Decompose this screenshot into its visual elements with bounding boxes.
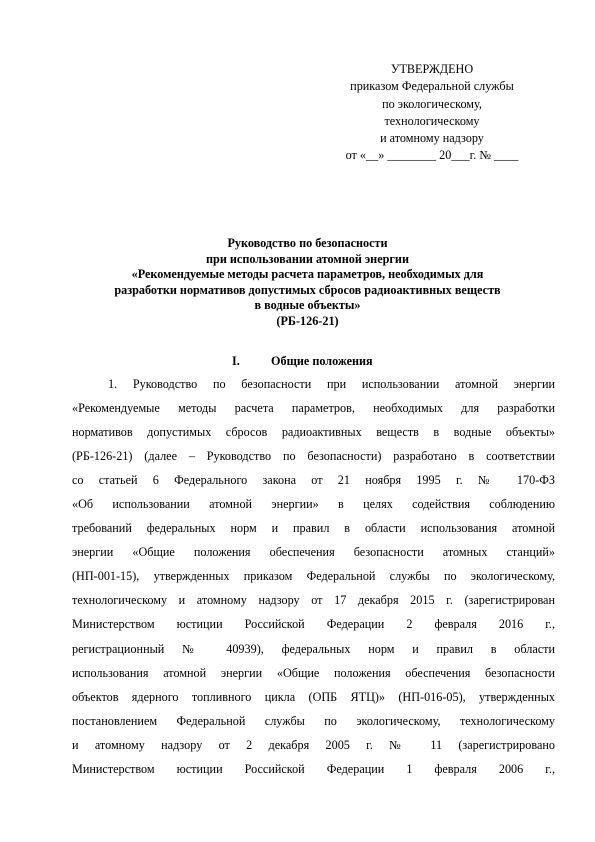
approval-line: приказом Федеральной службы (350, 79, 514, 94)
title-line: при использовании атомной энергии (206, 251, 409, 266)
paragraph-line: (НП-001-15), утвержденных приказом Федеральной службы по экологическому, (72, 569, 555, 584)
paragraph-line: Министерством юстиции Российской Федерации 2 февраля 2016 г., (72, 617, 555, 632)
section-number: I. (232, 354, 240, 368)
paragraph-line: со статьей 6 Федерального закона от 21 ноября 1995 г. № 170-ФЗ (72, 473, 555, 488)
approval-stamp (310, 61, 554, 165)
paragraph-line: и атомному надзору от 2 декабря 2005 г. № 11 (зарегистрировано (72, 737, 555, 752)
document-title (60, 236, 555, 330)
title-line: в водные объекты» (254, 298, 361, 313)
paragraph-line: объектов ядерного топливного цикла (ОПБ ЯТЦ)» (НП-016-05), утвержденных (72, 689, 555, 704)
paragraph-line: «Рекомендуемые методы расчета параметров, необходимых для разработки (72, 401, 555, 416)
paragraph-line: технологическому и атомному надзору от 17 декабря 2015 г. (зарегистрирован (72, 593, 555, 608)
paragraph-line: постановлением Федеральной службы по экологическому, технологическому (72, 713, 555, 728)
paragraph-1 (72, 372, 555, 781)
paragraph-line: «Об использовании атомной энергии» в целях содействия соблюдению (72, 497, 555, 512)
paragraph-line: энергии «Общие положения обеспечения безопасности атомных станций» (72, 545, 555, 560)
approval-line: и атомному надзору (380, 131, 484, 146)
title-line: (РБ-126-21) (276, 313, 339, 328)
approval-line: технологическому (384, 113, 480, 128)
paragraph-line: использования атомной энергии «Общие положения обеспечения безопасности (72, 665, 555, 680)
paragraph-line: 1. Руководство по безопасности при использовании атомной энергии (108, 377, 555, 391)
title-line: Руководство по безопасности (227, 236, 388, 250)
title-line: разработки нормативов допустимых сбросов радиоактивных веществ (114, 282, 501, 297)
paragraph-line: регистрационный № 40939), федеральных норм и правил в области (72, 641, 555, 656)
approval-line: УТВЕРЖДЕНО (390, 62, 474, 76)
paragraph-line: (РБ-126-21) (далее – Руководство по безопасности) разработано в соответствии (72, 449, 555, 464)
paragraph-line: нормативов допустимых сбросов радиоактивных веществ в водные объекты» (72, 425, 555, 440)
approval-line: по экологическому, (382, 96, 482, 111)
approval-line: от «__» ________ 20___г. № ____ (345, 148, 519, 163)
section-title: Общие положения (271, 354, 373, 368)
title-line: «Рекомендуемые методы расчета параметров, необходимых для (131, 267, 484, 282)
paragraph-line: Министерством юстиции Российской Федерации 1 февраля 2006 г., (72, 761, 555, 776)
paragraph-line: требований федеральных норм и правил в области использования атомной (72, 521, 555, 536)
